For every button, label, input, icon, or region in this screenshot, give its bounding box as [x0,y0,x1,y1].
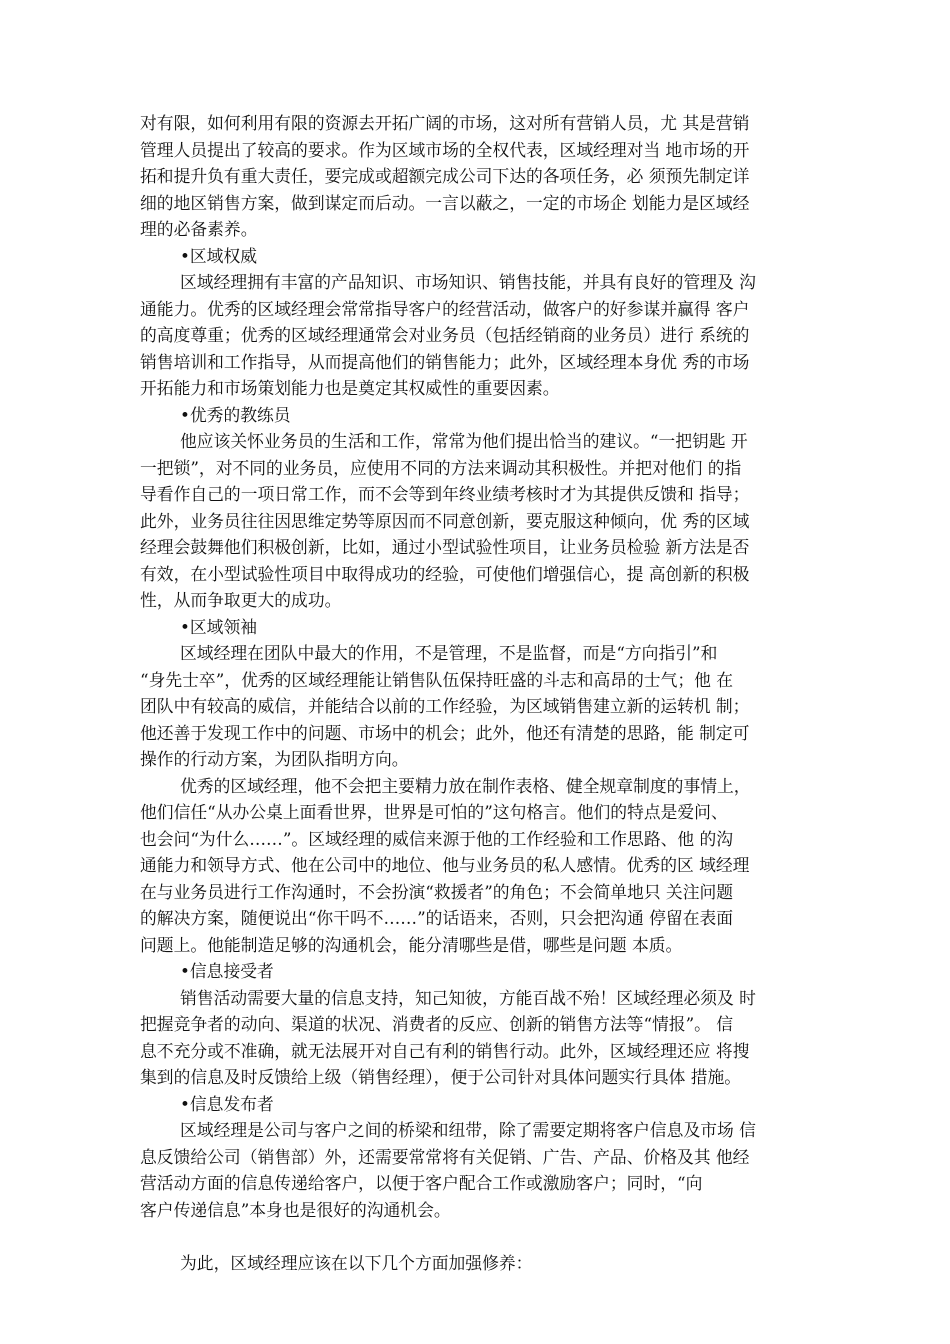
paragraph-line: 优秀的区域经理，他不会把主要精力放在制作表格、健全规章制度的事情上， [180,775,751,796]
section-heading-regional-leader: •区域领袖 [180,616,258,637]
paragraph-line: 有效，在小型试验性项目中取得成功的经验，可使他们增强信心，提 高创新的积极 [140,563,750,584]
paragraph-line: 的高度尊重；优秀的区域经理通常会对业务员（包括经销商的业务员）进行 系统的 [140,325,750,345]
paragraph-line: 通能力。优秀的区域经理会常常指导客户的经营活动，做客户的好参谋并赢得 客户 [140,298,750,319]
paragraph-line: 管理人员提出了较高的要求。作为区域市场的全权代表，区域经理对当 地市场的开 [140,139,750,160]
document-page [140,110,818,1276]
paragraph-line: 一把锁”，对不同的业务员，应使用不同的方法来调动其积极性。并把对他们 的指 [140,457,742,478]
paragraph-line: 开拓能力和市场策划能力也是奠定其权威性的重要因素。 [140,378,560,398]
section-heading-info-receiver: •信息接受者 [180,961,274,981]
paragraph-line: 此外，业务员往往因思维定势等原因而不同意创新，要克服这种倾向，优 秀的区域 [140,510,750,531]
paragraph-line: 息不充分或不准确，就无法展开对自己有利的销售行动。此外，区域经理还应 将搜 [140,1040,750,1061]
paragraph-line: 通能力和领导方式、他在公司中的地位、他与业务员的私人感情。优秀的区 域经理 [140,855,750,875]
section-heading-coach: •优秀的教练员 [180,404,291,425]
paragraph-line: 在与业务员进行工作沟通时，不会扮演“救援者”的角色；不会简单地只 关注问题 [140,881,734,902]
paragraph-line: 他还善于发现工作中的问题、市场中的机会；此外，他还有清楚的思路，能 制定可 [140,722,750,743]
paragraph-line: 经理会鼓舞他们积极创新，比如，通过小型试验性项目，让业务员检验 新方法是否 [140,537,750,557]
paragraph-line: 理的必备素养。 [140,219,258,239]
paragraph-line: 导看作自己的一项日常工作，而不会等到年终业绩考核时才为其提供反馈和 指导； [140,484,750,504]
paragraph-line: 区域经理是公司与客户之间的桥梁和纽带，除了需要定期将客户信息及市场 信 [180,1120,756,1140]
paragraph-line: 区域经理拥有丰富的产品知识、市场知识、销售技能，并具有良好的管理及 沟 [180,272,756,292]
paragraph-line: 性，从而争取更大的成功。 [140,590,342,610]
paragraph-line: 团队中有较高的威信，并能结合以前的工作经验，为区域销售建立新的运转机 制； [140,696,750,716]
paragraph-gap [140,1223,818,1250]
paragraph-line: 细的地区销售方案，做到谋定而后动。一言以蔽之，一定的市场企 划能力是区域经 [140,192,750,213]
paragraph-line: 他们信任“从办公桌上面看世界，世界是可怕的”这句格言。他们的特点是爱问、 [140,802,728,822]
paragraph-line: “身先士卒”，优秀的区域经理能让销售队伍保持旺盛的斗志和高昂的士气；他 在 [140,669,734,690]
paragraph-line: 客户传递信息”本身也是很好的沟通机会。 [140,1199,451,1220]
paragraph-line: 把握竞争者的动向、渠道的状况、消费者的反应、创新的销售方法等“情报”。 信 [140,1014,734,1034]
paragraph-line: 营活动方面的信息传递给客户，以便于客户配合工作或激励客户；同时，“向 [140,1173,703,1193]
paragraph-line: 他应该关怀业务员的生活和工作，常常为他们提出恰当的建议。“一把钥匙 开 [180,431,748,451]
paragraph-line: 对有限，如何利用有限的资源去开拓广阔的市场，这对所有营销人员，尤 其是营销 [140,113,750,133]
paragraph-line: 销售培训和工作指导，从而提高他们的销售能力；此外，区域经理本身优 秀的市场 [140,351,750,372]
paragraph-line: 息反馈给公司（销售部）外，还需要常常将有关促销、广告、产品、价格及其 他经 [140,1146,750,1167]
paragraph-line: 拓和提升负有重大责任，要完成或超额完成公司下达的各项任务，必 须预先制定详 [140,166,750,186]
paragraph-line: 销售活动需要大量的信息支持，知己知彼，方能百战不殆！区域经理必须及 时 [180,987,756,1008]
paragraph-line: 集到的信息及时反馈给上级（销售经理），便于公司针对具体问题实行具体 措施。 [140,1067,742,1087]
section-heading-regional-authority: •区域权威 [180,245,258,266]
paragraph-line: 操作的行动方案，为团队指明方向。 [140,749,409,769]
paragraph-line: 问题上。他能制造足够的沟通机会，能分清哪些是借，哪些是问题 本质。 [140,934,683,955]
paragraph-line: 区域经理在团队中最大的作用，不是管理，不是监督，而是“方向指引”和 [180,643,718,663]
paragraph-line: 也会问“为什么……”。区域经理的威信来源于他的工作经验和工作思路、他 的沟 [140,828,734,849]
closing-line: 为此，区域经理应该在以下几个方面加强修养： [180,1252,533,1273]
section-heading-info-publisher: •信息发布者 [180,1093,274,1114]
paragraph-line: 的解决方案，随便说出“你干吗不……”的话语来，否则，只会把沟通 停留在表面 [140,908,734,928]
